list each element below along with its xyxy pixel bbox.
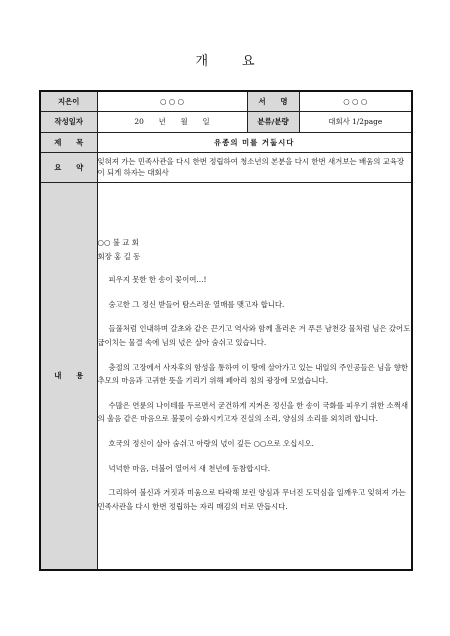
category-value: 대회사 1/2page [299,111,412,132]
content-paragraph: 넉넉한 마음, 더불어 열어서 새 천년에 동참합시다. [108,463,271,473]
title-char-1: 개 [195,54,208,69]
author-value: ○ ○ ○ [97,91,247,111]
summary-value: 잊혀져 가는 민족사관을 다시 한번 정립하여 청소년의 본분을 다시 한번 새겨보는 배움의 교육장이 되게 하자는 대회사 [97,152,412,182]
content-paragraph: 충절의 고장에서 사자후의 함성을 통하여 이 땅에 살아가고 있는 내일의 주인공들은 님을 향한 추모의 마음과 고귀한 뜻을 기리기 위해 페아리 침의 광장에 모였습니다. [97,362,408,386]
author-row [40,91,412,111]
content-body [97,182,412,570]
page-title [0,50,450,69]
content-row [40,182,412,570]
author-label: 지은이 [40,91,97,111]
content-label: 내 용 [40,182,97,570]
content-org: ○○ 불 교 회 [97,238,139,248]
summary-row [40,152,412,182]
subject-row [40,132,412,152]
date-row [40,111,412,132]
content-paragraph: 피우지 못한 한 송이 꽃이여...! [108,275,207,285]
content-paragraph: 들풀처럼 인내하며 갈초와 같은 끈기고 역사와 함께 흘러온 겨 푸른 남천강 물처럼 님은 갔어도 굽이치는 물결 속에 님의 넋은 살아 숨쉬고 있습니다. [97,324,411,347]
content-paragraph: 숭고한 그 정신 받들어 탐스러운 열매를 맺고자 합니다. [108,299,285,309]
content-paragraph: 수많은 연륜의 나이테를 두르면서 굳건하게 지켜온 정신을 한 송이 국화를 피우기 위한 소쩍새의 울음 같은 마음으로 불꽃이 승화시키고자 진실의 소리, 양심의 소리를 외치려 합니다. [97,400,408,424]
content-paragraph: 호국의 정신이 살아 숨쉬고 아랑의 넋이 깊든 ○○으로 오십시오. [108,438,314,448]
date-label: 작성일자 [40,111,97,132]
content-paragraph: 그리하여 불신과 거짓과 미움으로 타락해 보린 양심과 무너진 도덕심을 일깨우고 잊혀져 가는 민족사관을 다시 한번 정립하는 자리 매김의 터로 만듭시다. [97,488,406,511]
subject-value: 유종의 미를 거둡시다 [97,132,412,152]
content-president: 회장 홍 길 동 [97,252,141,262]
summary-form-table [39,90,413,571]
signature-label: 서 명 [247,91,299,111]
date-value: 20 년 월 일 [97,111,247,132]
category-label: 분류/분량 [247,111,299,132]
summary-label: 요 약 [40,152,97,182]
subject-label: 제 목 [40,132,97,152]
title-char-2: 요 [242,54,255,69]
signature-value: ○ ○ ○ [299,91,412,111]
